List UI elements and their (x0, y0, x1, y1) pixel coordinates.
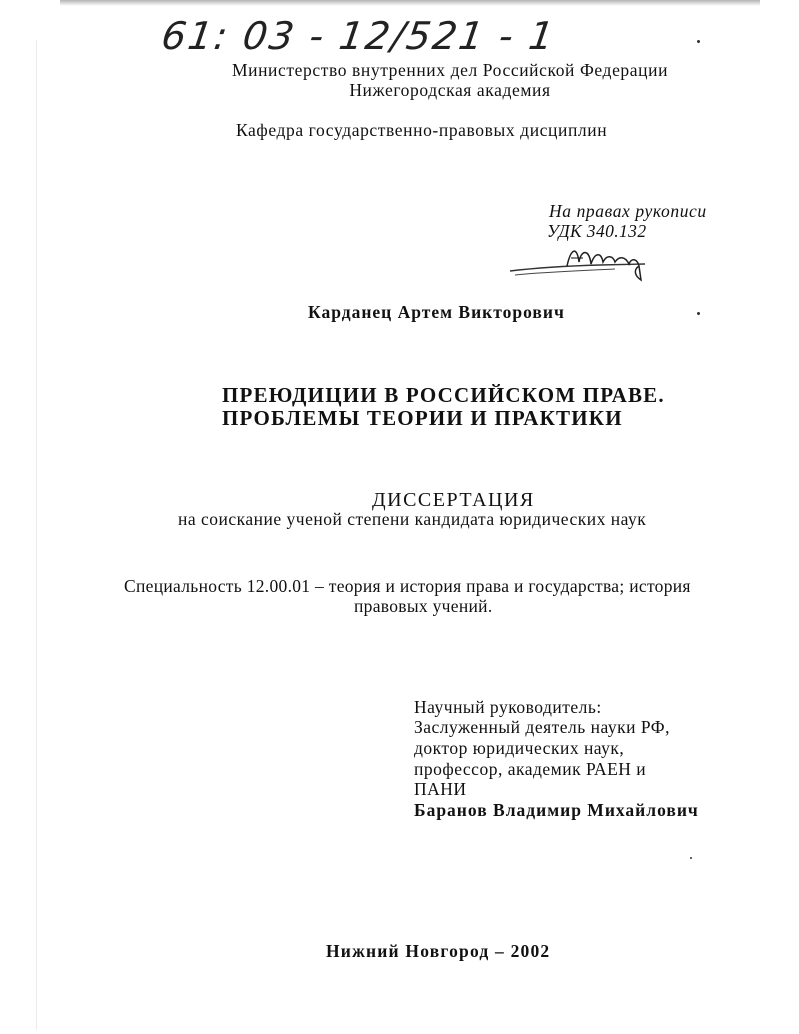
department-name: Кафедра государственно-правовых дисциплин (236, 120, 608, 140)
handwritten-archive-code: 61: 03 - 12/521 - 1 (158, 14, 559, 58)
udk-code: УДК 340.132 (547, 221, 647, 241)
manuscript-rights: На правах рукописи (549, 201, 707, 221)
signature-image (505, 238, 655, 288)
supervisor-title-3: профессор, академик РАЕН и (414, 759, 647, 779)
ministry-name: Министерство внутренних дел Российской Федерации (231, 60, 669, 80)
academy-name: Нижегородская академия (349, 80, 551, 100)
supervisor-label: Научный руководитель: (414, 697, 602, 717)
dissertation-heading: ДИССЕРТАЦИЯ (372, 489, 535, 511)
city-year: Нижний Новгород – 2002 (326, 941, 551, 961)
dissertation-title-line-1: ПРЕЮДИЦИИ В РОССИЙСКОМ ПРАВЕ. (222, 383, 665, 407)
author-name: Карданец Артем Викторович (308, 302, 565, 322)
degree-line: на соискание ученой степени кандидата юридических наук (178, 509, 647, 529)
scan-speck (697, 40, 700, 43)
specialty-line-2: правовых учений. (354, 596, 493, 616)
dissertation-title-line-2: ПРОБЛЕМЫ ТЕОРИИ И ПРАКТИКИ (222, 406, 623, 430)
supervisor-title-2: доктор юридических наук, (414, 738, 625, 758)
scan-edge-smudge (60, 0, 760, 6)
scan-left-edge (36, 40, 37, 1030)
specialty-line-1: Специальность 12.00.01 – теория и история права и государства; история (124, 576, 691, 596)
supervisor-title-4: ПАНИ (414, 779, 467, 799)
supervisor-name: Баранов Владимир Михайлович (414, 800, 699, 820)
scan-speck (690, 857, 692, 859)
supervisor-title-1: Заслуженный деятель науки РФ, (414, 717, 671, 737)
scan-speck (697, 312, 700, 315)
